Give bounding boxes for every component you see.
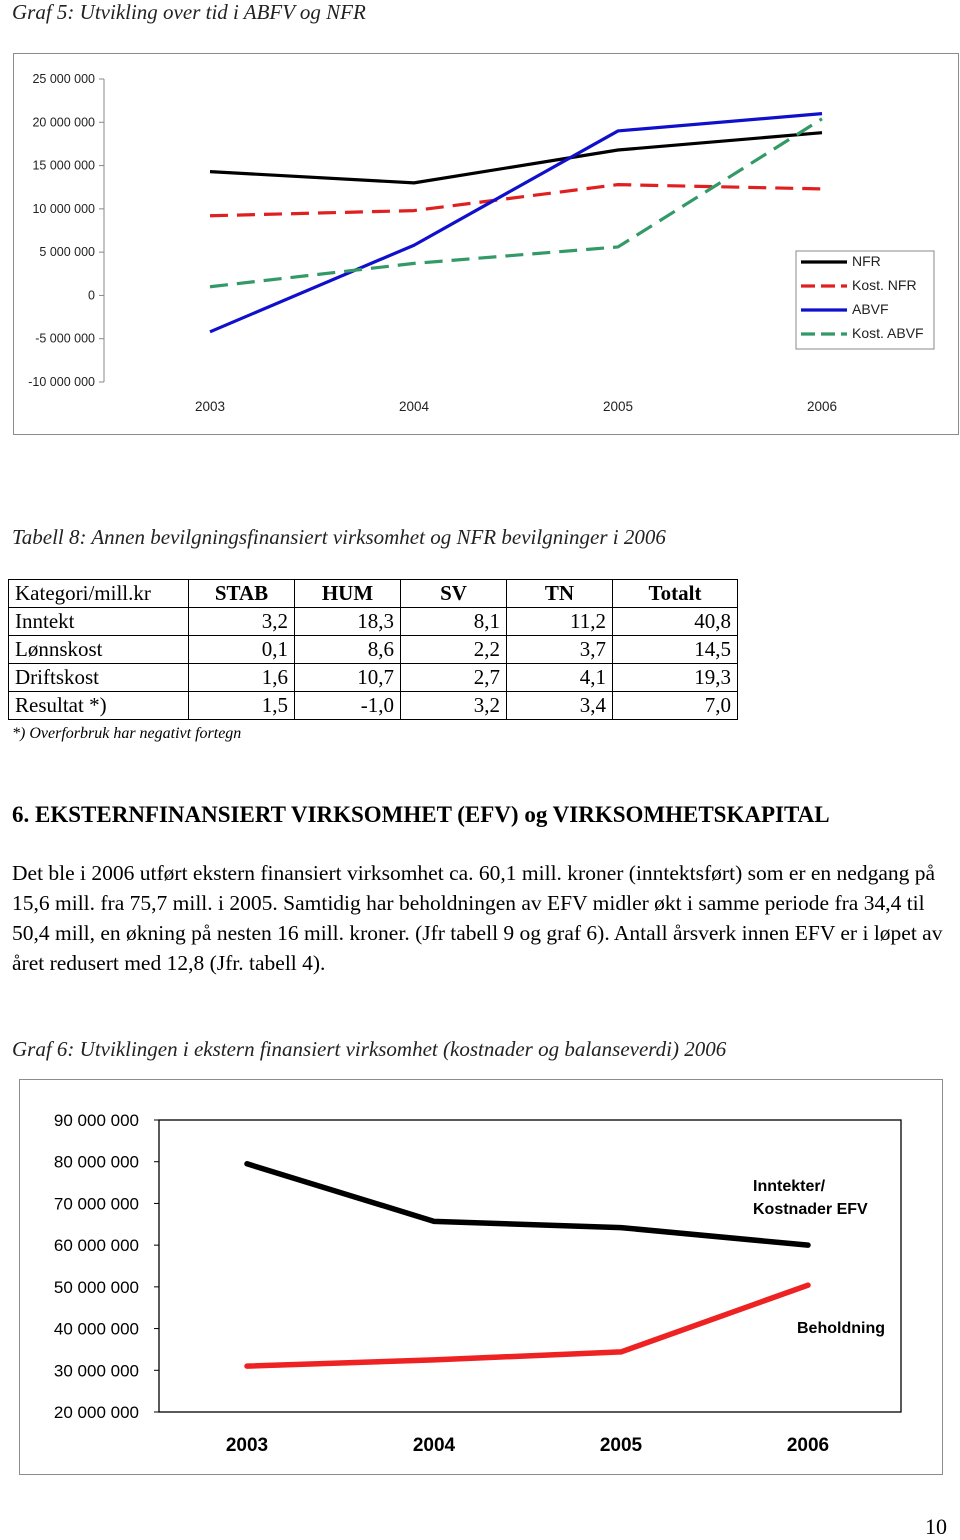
- page-number: 10: [925, 1514, 947, 1539]
- table-row-label: Lønnskost: [9, 636, 189, 664]
- table-header-row: [9, 580, 738, 608]
- tabell8-caption: Tabell 8: Annen bevilgningsfinansiert virksomhet og NFR bevilgninger i 2006: [12, 525, 666, 549]
- table-header-cell: HUM: [295, 580, 401, 608]
- table-cell: 11,2: [507, 608, 613, 636]
- table-cell: 3,7: [507, 636, 613, 664]
- graf6-x-tick-label: 2006: [786, 1435, 830, 1456]
- table-row: [9, 636, 738, 664]
- section-heading: 6. EKSTERNFINANSIERT VIRKSOMHET (EFV) og VIRKSOMHETSKAPITAL: [12, 802, 830, 827]
- graf6-series-label: Inntekter/: [753, 1178, 826, 1195]
- graf6-caption: Graf 6: Utviklingen i ekstern finansiert virksomhet (kostnader og balanseverdi) 2006: [12, 1037, 727, 1061]
- graf5-legend-label: Kost. ABVF: [852, 325, 924, 341]
- table-header-cell: TN: [507, 580, 613, 608]
- graf5-y-tick-label: -5 000 000: [35, 331, 95, 346]
- graf6-series-line: [247, 1285, 808, 1366]
- graf5-y-tick-label: 10 000 000: [32, 201, 95, 216]
- table-row-label: Driftskost: [9, 664, 189, 692]
- table-cell: 14,5: [613, 636, 738, 664]
- tabell8-note: *) Overforbruk har negativt fortegn: [12, 725, 242, 742]
- tabell8-table: [8, 579, 738, 720]
- table-header-cell: Kategori/mill.kr: [9, 580, 189, 608]
- graf6-y-tick-label: 90 000 000: [53, 1111, 139, 1130]
- table-cell: 10,7: [295, 664, 401, 692]
- table-cell: 4,1: [507, 664, 613, 692]
- table-cell: 0,1: [189, 636, 295, 664]
- graf6-chart-frame: [19, 1079, 943, 1475]
- graf5-y-tick-label: 5 000 000: [39, 245, 95, 260]
- graf6-y-tick-label: 40 000 000: [53, 1319, 139, 1339]
- graf6-x-tick-label: 2005: [599, 1435, 643, 1456]
- section-paragraph: Det ble i 2006 utført ekstern finansiert virksomhet ca. 60,1 mill. kroner (inntektsført) som er en nedgang på 15,6 mill. fra 75,7 mill. i 2005. Samtidig har beholdningen av EFV midler økt i samme periode fra 34,4 til 50,4 mill, en økning på nesten 16 mill. kroner. (Jfr tabell 9 og graf 6). Antall årsverk innen EFV er i løpet av året redusert med 12,8 (Jfr. tabell 4).: [12, 861, 943, 975]
- table-row: [9, 608, 738, 636]
- graf5-series-line: [210, 119, 822, 287]
- table-row-label: Resultat *): [9, 692, 189, 720]
- table-cell: 1,6: [189, 664, 295, 692]
- graf5-x-tick-label: 2004: [398, 399, 430, 414]
- graf5-y-tick-label: 25 000 000: [32, 72, 95, 86]
- graf5-y-tick-label: -10 000 000: [28, 375, 95, 389]
- table-header-cell: STAB: [189, 580, 295, 608]
- graf6-y-tick-label: 60 000 000: [53, 1236, 139, 1256]
- graf5-x-tick-label: 2003: [194, 399, 226, 414]
- table-cell: 2,7: [401, 664, 507, 692]
- table-cell: 3,2: [401, 692, 507, 720]
- graf5-legend-label: Kost. NFR: [852, 277, 917, 293]
- graf5-x-tick-label: 2006: [806, 399, 838, 414]
- table-cell: 1,5: [189, 692, 295, 720]
- table-cell: 3,4: [507, 692, 613, 720]
- graf5-legend-label: ABVF: [852, 301, 889, 317]
- graf6-series-label: Beholdning: [797, 1320, 885, 1337]
- graf6-y-tick-label: 50 000 000: [53, 1277, 139, 1297]
- table-header-cell: SV: [401, 580, 507, 608]
- graf5-series-line: [210, 114, 822, 332]
- graf6-series-label: Kostnader EFV: [753, 1201, 868, 1218]
- graf6-series-line: [247, 1164, 808, 1245]
- graf5-chart-frame: [13, 53, 959, 435]
- table-cell: 8,6: [295, 636, 401, 664]
- graf5-y-tick-label: 15 000 000: [32, 158, 95, 173]
- graf5-y-tick-label: 0: [88, 288, 95, 303]
- table-cell: 19,3: [613, 664, 738, 692]
- table-cell: 2,2: [401, 636, 507, 664]
- graf5-y-tick-label: 20 000 000: [32, 115, 95, 130]
- graf6-x-tick-label: 2003: [225, 1435, 269, 1456]
- table-cell: -1,0: [295, 692, 401, 720]
- graf5-chart: [14, 54, 958, 434]
- graf6-y-tick-label: 30 000 000: [53, 1361, 139, 1381]
- table-cell: 3,2: [189, 608, 295, 636]
- graf6-x-tick-label: 2004: [412, 1435, 456, 1456]
- table-row: [9, 692, 738, 720]
- graf6-y-tick-label: 70 000 000: [53, 1194, 139, 1214]
- table-row: [9, 664, 738, 692]
- graf5-caption: Graf 5: Utvikling over tid i ABFV og NFR: [12, 0, 366, 24]
- table-cell: 7,0: [613, 692, 738, 720]
- table-cell: 40,8: [613, 608, 738, 636]
- table-cell: 18,3: [295, 608, 401, 636]
- table-row-label: Inntekt: [9, 608, 189, 636]
- table-cell: 8,1: [401, 608, 507, 636]
- graf6-plot-area: [159, 1120, 901, 1412]
- graf6-y-tick-label: 80 000 000: [53, 1152, 139, 1172]
- graf6-y-tick-label: 20 000 000: [53, 1403, 139, 1422]
- table-header-cell: Totalt: [613, 580, 738, 608]
- graf5-x-tick-label: 2005: [602, 399, 634, 414]
- graf6-chart: [20, 1080, 942, 1474]
- graf5-legend-label: NFR: [852, 253, 881, 269]
